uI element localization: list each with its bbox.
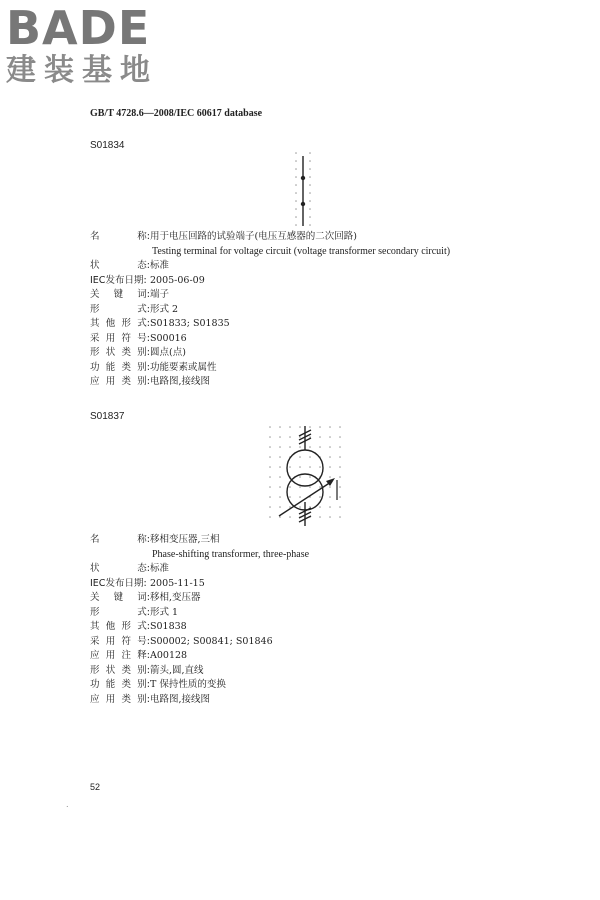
entry-code: S01837	[90, 411, 125, 422]
field-label: 形 状 类 别:	[90, 347, 150, 358]
status-value: 标准	[150, 260, 170, 271]
date-value: 2005-06-09	[150, 274, 205, 286]
other-forms-row	[90, 620, 530, 635]
entry-code: S01834	[90, 140, 125, 151]
name-row	[90, 533, 530, 548]
name-value: 用于电压回路的试验端子(电压互感器的二次回路)	[150, 231, 357, 242]
terminal-dot-icon	[301, 176, 305, 180]
field-label: 采 用 符 号:	[90, 635, 150, 647]
form-row	[90, 606, 530, 621]
notes-row	[90, 649, 530, 664]
footer-mark: .	[66, 800, 69, 809]
page-number: 52	[90, 782, 101, 792]
symbols-used-value: S00016	[150, 332, 187, 344]
keywords-value: 移相,变压器	[150, 592, 201, 603]
function-class-value: 功能要素或属性	[150, 361, 217, 373]
logo-wordmark: BADE	[6, 1, 151, 55]
symbols-used-row	[90, 332, 530, 347]
field-label: 状 态:	[90, 260, 150, 271]
bade-logo	[6, 1, 186, 88]
other-forms-row	[90, 317, 530, 332]
symbols-used-value: S00002; S00841; S01846	[150, 635, 273, 647]
shape-class-row	[90, 346, 530, 361]
name-en-value: Testing terminal for voltage circuit (voltage transformer secondary circuit)	[152, 245, 451, 257]
field-label: 应 用 注 释:	[90, 650, 150, 661]
symbols-used-row	[90, 635, 530, 650]
application-class-row	[90, 693, 530, 708]
primary-winding-icon	[287, 450, 323, 486]
field-label: 功 能 类 别:	[90, 679, 150, 690]
function-class-row	[90, 678, 530, 693]
form-row	[90, 303, 530, 318]
form-value: 形式 1	[150, 606, 179, 618]
name-value: 移相变压器,三相	[150, 534, 220, 545]
field-label: 名 称:	[90, 534, 150, 545]
field-label: 应 用 类 别:	[90, 376, 150, 387]
application-class-value: 电路图,接线图	[150, 693, 211, 705]
keywords-row	[90, 591, 530, 606]
test-terminal-symbol	[288, 150, 318, 232]
name-row	[90, 230, 530, 245]
shape-class-value: 箭头,圆,直线	[150, 664, 204, 676]
shape-class-row	[90, 664, 530, 679]
logo-subtitle: 建装基地	[6, 53, 158, 88]
notes-value: A00128	[150, 650, 188, 661]
keywords-row	[90, 288, 530, 303]
field-label: IEC发布日期:	[90, 274, 147, 286]
function-class-row	[90, 361, 530, 376]
name-en-value: Phase-shifting transformer, three-phase	[152, 548, 310, 560]
terminal-dot-icon	[301, 202, 305, 206]
status-row	[90, 562, 530, 577]
other-forms-value: S01838	[150, 621, 187, 632]
phase-shifting-transformer-symbol	[265, 422, 345, 528]
field-label: 采 用 符 号:	[90, 332, 150, 344]
keywords-value: 端子	[150, 289, 170, 300]
field-label: IEC发布日期:	[90, 577, 147, 589]
field-label: 形 式:	[90, 606, 150, 618]
status-value: 标准	[150, 563, 170, 574]
form-value: 形式 2	[150, 303, 179, 315]
entry-s01834	[90, 230, 530, 390]
date-row	[90, 274, 530, 289]
field-label: 功 能 类 别:	[90, 361, 150, 373]
field-label: 状 态:	[90, 563, 150, 574]
date-row	[90, 577, 530, 592]
application-class-value: 电路图,接线图	[150, 376, 211, 387]
date-value: 2005-11-15	[150, 577, 205, 589]
field-label: 其 他 形 式:	[90, 621, 150, 632]
document-header: GB/T 4728.6—2008/IEC 60617 database	[90, 108, 263, 119]
entry-s01837	[90, 533, 530, 707]
shape-class-value: 圆点(点)	[150, 347, 186, 358]
field-label: 形 状 类 别:	[90, 664, 150, 676]
field-label: 名 称:	[90, 231, 150, 242]
field-label: 关 键 词:	[90, 592, 150, 603]
field-label: 其 他 形 式:	[90, 318, 150, 329]
field-label: 关 键 词:	[90, 289, 150, 300]
field-label: 形 式:	[90, 303, 150, 315]
other-forms-value: S01833; S01835	[150, 318, 230, 329]
function-class-value: T 保持性质的变换	[150, 679, 226, 690]
status-row	[90, 259, 530, 274]
application-class-row	[90, 375, 530, 390]
field-label: 应 用 类 别:	[90, 693, 150, 705]
